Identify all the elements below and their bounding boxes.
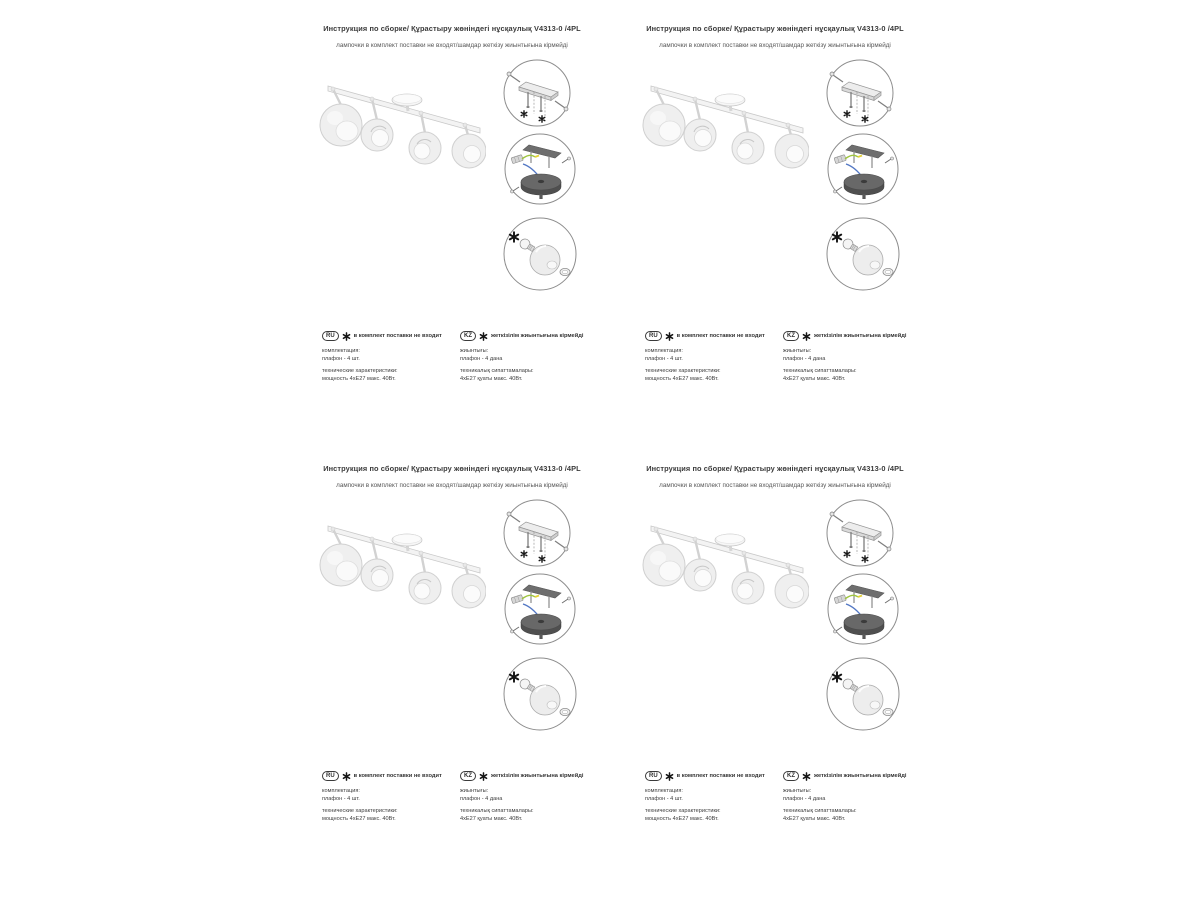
ru-language-badge: RU bbox=[645, 771, 662, 781]
star-icon bbox=[665, 772, 674, 781]
kz-spec-block bbox=[460, 331, 598, 383]
kz-spec-line: плафон - 4 дана bbox=[460, 355, 503, 362]
ru-spec-line: технические характеристики: bbox=[322, 368, 398, 375]
glass-globe-4 bbox=[452, 134, 486, 168]
instruction-sheet bbox=[312, 458, 635, 898]
ru-spec-block bbox=[645, 771, 783, 823]
spec-blocks bbox=[645, 331, 921, 383]
ru-spec-line: плафон - 4 шт. bbox=[322, 795, 360, 802]
kz-spec-line: техникалық сипаттамалары: bbox=[783, 808, 857, 815]
kz-spec-line: 4хЕ27 қуаты макс. 40Вт. bbox=[783, 815, 846, 822]
glass-globe-2 bbox=[361, 119, 393, 151]
kz-spec-line: плафон - 4 дана bbox=[783, 355, 826, 362]
glass-globe-4 bbox=[775, 574, 809, 608]
glass-shade bbox=[853, 245, 883, 275]
ru-spec-line: мощность 4хЕ27 макс. 40Вт. bbox=[322, 815, 396, 822]
kz-not-included-note: жеткізілім жиынтығына кірмейді bbox=[814, 333, 907, 339]
ru-not-included-note: в комплект поставки не входит bbox=[676, 333, 765, 339]
kz-spec-line: техникалық сипаттамалары: bbox=[783, 368, 857, 375]
ru-not-included-note: в комплект поставки не входит bbox=[353, 333, 442, 339]
glass-globe-1 bbox=[643, 544, 685, 586]
step-1-mount-bracket-diagram bbox=[827, 500, 893, 566]
ru-language-badge: RU bbox=[322, 771, 339, 781]
kz-spec-block bbox=[783, 331, 921, 383]
kz-spec-line: 4хЕ27 қуаты макс. 40Вт. bbox=[783, 375, 846, 382]
glass-globe-1 bbox=[320, 104, 362, 146]
ru-spec-block bbox=[322, 331, 460, 383]
step-3-bulb-shade-diagram bbox=[504, 658, 576, 730]
ru-spec-line: плафон - 4 шт. bbox=[645, 355, 683, 362]
kz-language-badge: KZ bbox=[460, 771, 476, 781]
kz-not-included-note: жеткізілім жиынтығына кірмейді bbox=[491, 773, 584, 779]
star-icon bbox=[342, 332, 351, 341]
sheet-header bbox=[635, 458, 915, 489]
glass-globe-2 bbox=[684, 559, 716, 591]
kz-not-included-note: жеткізілім жиынтығына кірмейді bbox=[814, 773, 907, 779]
assembly-steps-diagrams bbox=[818, 56, 908, 296]
ru-not-included-note: в комплект поставки не входит bbox=[676, 773, 765, 779]
glass-shade bbox=[530, 245, 560, 275]
kz-spec-line: 4хЕ27 қуаты макс. 40Вт. bbox=[460, 375, 523, 382]
kz-spec-line: плафон - 4 дана bbox=[460, 795, 503, 802]
step-3-bulb-shade-diagram bbox=[504, 218, 576, 290]
glass-globe-4 bbox=[775, 134, 809, 168]
ru-spec-line: технические характеристики: bbox=[322, 808, 398, 815]
glass-globe-1 bbox=[320, 544, 362, 586]
kz-spec-line: техникалық сипаттамалары: bbox=[460, 808, 534, 815]
step-2-wiring-canopy-diagram bbox=[828, 134, 898, 204]
glass-globe-1 bbox=[643, 104, 685, 146]
instruction-sheet bbox=[635, 458, 958, 898]
sheet-subtitle: лампочки в комплект поставки не входят/шамдар жеткізу жиынтығына кірмейді bbox=[336, 482, 568, 489]
kz-spec-block bbox=[460, 771, 598, 823]
ru-spec-line: комплектация: bbox=[645, 348, 683, 354]
star-icon bbox=[802, 332, 811, 341]
star-icon bbox=[802, 772, 811, 781]
sheet-header bbox=[312, 18, 592, 49]
ru-spec-line: мощность 4хЕ27 макс. 40Вт. bbox=[645, 375, 719, 382]
kz-spec-line: жиынтығы: bbox=[783, 788, 812, 794]
assembly-steps-diagrams bbox=[495, 496, 585, 736]
ru-spec-block bbox=[322, 771, 460, 823]
sheet-grid bbox=[312, 18, 958, 898]
sheet-title: Инструкция по сборке/ Құрастыру жөніндегі нұсқаулық V4313-0 /4PL bbox=[646, 464, 904, 473]
ceiling-lamp-illustration bbox=[631, 520, 809, 625]
glass-globe-3 bbox=[409, 132, 441, 164]
ru-language-badge: RU bbox=[645, 331, 662, 341]
assembly-steps-diagrams bbox=[495, 56, 585, 296]
ru-spec-line: технические характеристики: bbox=[645, 368, 721, 375]
glass-globe-3 bbox=[732, 572, 764, 604]
glass-globe-4 bbox=[452, 574, 486, 608]
sheet-header bbox=[635, 18, 915, 49]
glass-globe-3 bbox=[409, 572, 441, 604]
ceiling-lamp-illustration bbox=[308, 520, 486, 625]
kz-not-included-note: жеткізілім жиынтығына кірмейді bbox=[491, 333, 584, 339]
ru-spec-block bbox=[645, 331, 783, 383]
ru-spec-line: плафон - 4 шт. bbox=[645, 795, 683, 802]
step-1-mount-bracket-diagram bbox=[504, 500, 570, 566]
ru-spec-line: комплектация: bbox=[322, 348, 360, 354]
glass-shade bbox=[853, 685, 883, 715]
ru-spec-line: комплектация: bbox=[322, 788, 360, 794]
kz-spec-block bbox=[783, 771, 921, 823]
ru-language-badge: RU bbox=[322, 331, 339, 341]
ru-not-included-note: в комплект поставки не входит bbox=[353, 773, 442, 779]
star-icon bbox=[479, 772, 488, 781]
assembly-steps-diagrams bbox=[818, 496, 908, 736]
ceiling-lamp-illustration bbox=[631, 80, 809, 185]
step-2-wiring-canopy-diagram bbox=[505, 134, 575, 204]
instruction-sheet bbox=[635, 18, 958, 458]
star-icon bbox=[479, 332, 488, 341]
kz-spec-line: жиынтығы: bbox=[783, 348, 812, 354]
ru-spec-line: мощность 4хЕ27 макс. 40Вт. bbox=[645, 815, 719, 822]
ru-spec-line: технические характеристики: bbox=[645, 808, 721, 815]
kz-spec-line: жиынтығы: bbox=[460, 348, 489, 354]
step-3-bulb-shade-diagram bbox=[827, 218, 899, 290]
glass-globe-2 bbox=[361, 559, 393, 591]
kz-language-badge: KZ bbox=[783, 331, 799, 341]
sheet-subtitle: лампочки в комплект поставки не входят/шамдар жеткізу жиынтығына кірмейді bbox=[659, 482, 891, 489]
kz-spec-line: плафон - 4 дана bbox=[783, 795, 826, 802]
step-1-mount-bracket-diagram bbox=[827, 60, 893, 126]
sheet-title: Инструкция по сборке/ Құрастыру жөніндегі нұсқаулық V4313-0 /4PL bbox=[646, 24, 904, 33]
step-2-wiring-canopy-diagram bbox=[505, 574, 575, 644]
kz-spec-line: техникалық сипаттамалары: bbox=[460, 368, 534, 375]
glass-globe-3 bbox=[732, 132, 764, 164]
step-2-wiring-canopy-diagram bbox=[828, 574, 898, 644]
step-3-bulb-shade-diagram bbox=[827, 658, 899, 730]
kz-spec-line: 4хЕ27 қуаты макс. 40Вт. bbox=[460, 815, 523, 822]
sheet-header bbox=[312, 458, 592, 489]
kz-language-badge: KZ bbox=[783, 771, 799, 781]
instruction-sheet bbox=[312, 18, 635, 458]
ru-spec-line: комплектация: bbox=[645, 788, 683, 794]
glass-globe-2 bbox=[684, 119, 716, 151]
sheet-subtitle: лампочки в комплект поставки не входят/шамдар жеткізу жиынтығына кірмейді bbox=[659, 42, 891, 49]
spec-blocks bbox=[322, 331, 598, 383]
ru-spec-line: мощность 4хЕ27 макс. 40Вт. bbox=[322, 375, 396, 382]
glass-shade bbox=[530, 685, 560, 715]
sheet-title: Инструкция по сборке/ Құрастыру жөніндегі нұсқаулық V4313-0 /4PL bbox=[323, 24, 581, 33]
sheet-subtitle: лампочки в комплект поставки не входят/шамдар жеткізу жиынтығына кірмейді bbox=[336, 42, 568, 49]
ceiling-lamp-illustration bbox=[308, 80, 486, 185]
sheet-title: Инструкция по сборке/ Құрастыру жөніндегі нұсқаулық V4313-0 /4PL bbox=[323, 464, 581, 473]
spec-blocks bbox=[645, 771, 921, 823]
ru-spec-line: плафон - 4 шт. bbox=[322, 355, 360, 362]
star-icon bbox=[665, 332, 674, 341]
kz-spec-line: жиынтығы: bbox=[460, 788, 489, 794]
spec-blocks bbox=[322, 771, 598, 823]
kz-language-badge: KZ bbox=[460, 331, 476, 341]
star-icon bbox=[342, 772, 351, 781]
step-1-mount-bracket-diagram bbox=[504, 60, 570, 126]
